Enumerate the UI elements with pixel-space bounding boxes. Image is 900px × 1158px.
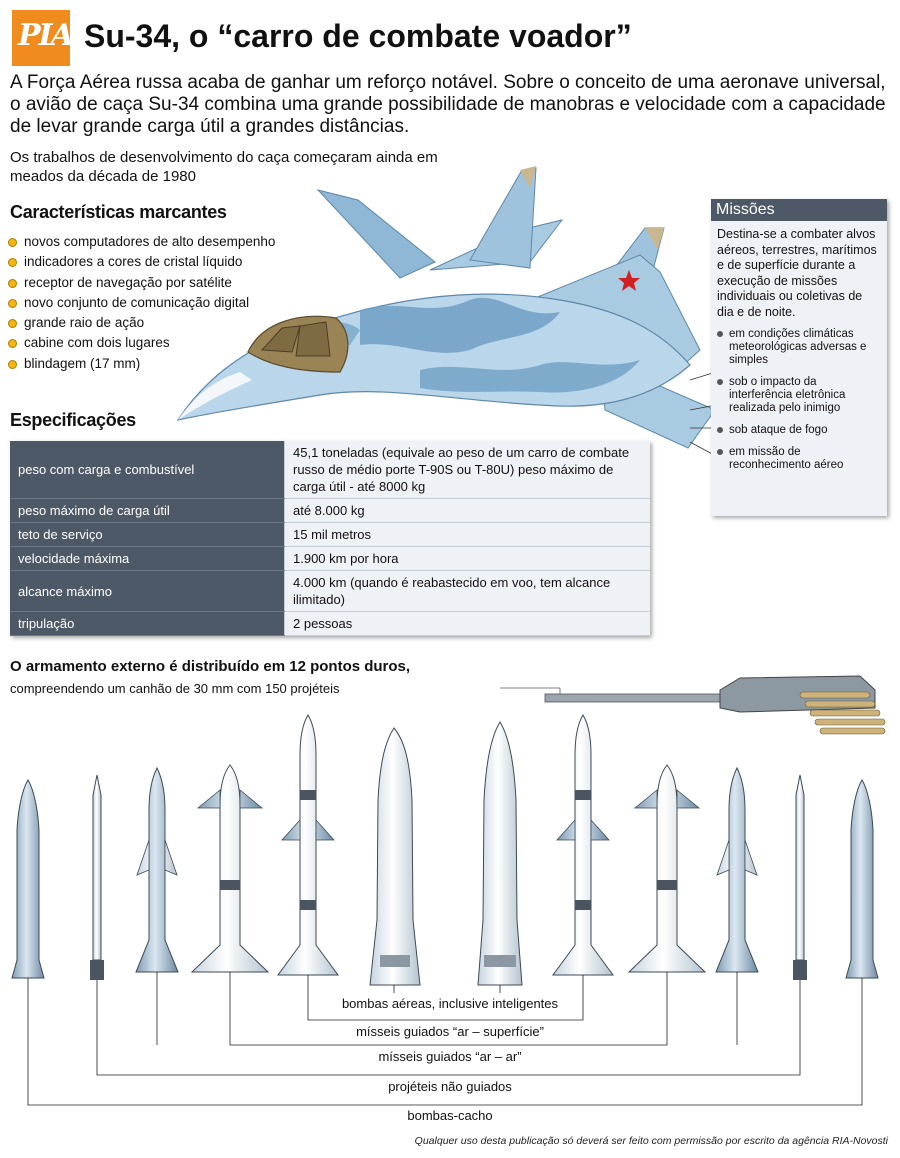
guided-missile-3 (553, 715, 613, 975)
logo-text: PIA (18, 18, 72, 53)
spec-label: peso com carga e combustível (10, 441, 285, 499)
spec-label: peso máximo de carga útil (10, 499, 285, 523)
footer-note: Qualquer uso desta publicação só deverá ser feito com permissão por escrito da agência RIA-Novosti (414, 1135, 888, 1147)
spec-value: até 8.000 kg (285, 499, 651, 523)
specs-table (10, 441, 650, 636)
bullet-icon (8, 299, 17, 308)
page-title: Su-34, o “carro de combate voador” (84, 18, 632, 54)
feature-item: blindagem (17 mm) (8, 354, 275, 374)
bullet-icon (8, 238, 17, 247)
spec-value: 2 pessoas (285, 612, 651, 636)
group-label-air-surface: mísseis guiados “ar – superfície” (356, 1024, 544, 1039)
air-to-air-missile-1 (136, 768, 178, 972)
missions-panel (711, 199, 887, 516)
table-row (10, 523, 650, 547)
features-heading: Características marcantes (10, 202, 227, 222)
spec-label: velocidade máxima (10, 547, 285, 571)
features-list (8, 232, 275, 374)
table-row (10, 547, 650, 571)
intro-paragraph: A Força Aérea russa acaba de ganhar um reforço notável. Sobre o conceito de uma aeronave universal, o avião de caça Su-34 combina uma grande possibilidade de manobras e velocidade com a capacidade de levar grande carga útil a grandes distâncias. (10, 72, 886, 137)
air-to-surface-missile-2 (629, 765, 705, 972)
bullet-icon (717, 427, 723, 433)
unguided-rocket-right (793, 775, 807, 980)
bullet-icon (8, 258, 17, 267)
air-to-surface-missile-1 (192, 765, 268, 972)
aerial-bomb-2 (478, 722, 522, 985)
bullet-icon (717, 331, 723, 337)
missions-list (711, 328, 887, 472)
missions-heading: Missões (711, 199, 887, 221)
air-to-air-missile-4 (716, 768, 758, 972)
feature-item: novo conjunto de comunicação digital (8, 293, 275, 313)
table-row (10, 441, 650, 499)
missions-intro: Destina-se a combater alvos aéreos, terrestres, marítimos e de superfície durante a execução de missões individuais ou coletivas de dia e de noite. (717, 227, 877, 319)
spec-label: tripulação (10, 612, 285, 636)
table-row (10, 571, 650, 612)
table-row (10, 612, 650, 636)
group-label-air-air: mísseis guiados “ar – ar” (378, 1049, 522, 1064)
weapons-row (12, 715, 878, 985)
specs-heading: Especificações (10, 410, 136, 430)
mission-item: em condições climáticas meteorológicas adversas e simples (717, 328, 881, 367)
feature-item: receptor de navegação por satélite (8, 273, 275, 293)
mission-item: sob o impacto da interferência eletrônica realizada pelo inimigo (717, 376, 881, 415)
group-label-bombs: bombas aéreas, inclusive inteligentes (341, 996, 559, 1011)
development-note: Os trabalhos de desenvolvimento do caça começaram ainda em meados da década de 1980 (10, 149, 438, 185)
feature-item: novos computadores de alto desempenho (8, 232, 275, 252)
feature-item: cabine com dois lugares (8, 333, 275, 353)
mission-item: sob ataque de fogo (717, 424, 881, 437)
bullet-icon (717, 449, 723, 455)
group-label-cluster: bombas-cacho (407, 1108, 493, 1123)
unguided-rocket-left (90, 775, 104, 980)
feature-item: grande raio de ação (8, 313, 275, 333)
bullet-icon (8, 360, 17, 369)
table-row (10, 499, 650, 523)
guided-missile-2 (278, 715, 338, 975)
armament-heading: O armamento externo é distribuído em 12 pontos duros, (10, 658, 411, 675)
group-label-unguided: projéteis não guiados (388, 1079, 512, 1094)
spec-value: 4.000 km (quando é reabastecido em voo, tem alcance ilimitado) (285, 571, 651, 612)
spec-value: 1.900 km por hora (285, 547, 651, 571)
bullet-icon (717, 379, 723, 385)
spec-value: 15 mil metros (285, 523, 651, 547)
bullet-icon (8, 339, 17, 348)
bullet-icon (8, 319, 17, 328)
bullet-icon (8, 279, 17, 288)
spec-value: 45,1 toneladas (equivale ao peso de um carro de combate russo de médio porte T-90S ou T-80U) peso máximo de carga útil - até 8000 kg (285, 441, 651, 499)
cannon-30mm (500, 676, 885, 734)
spec-label: alcance máximo (10, 571, 285, 612)
cluster-bomb-left (12, 780, 44, 978)
cluster-bomb-right (846, 780, 878, 978)
feature-item: indicadores a cores de cristal líquido (8, 252, 275, 272)
mission-item: em missão de reconhecimento aéreo (717, 446, 881, 472)
armament-subheading: compreendendo um canhão de 30 mm com 150 projéteis (10, 681, 340, 696)
spec-label: teto de serviço (10, 523, 285, 547)
aerial-bomb-1 (370, 728, 420, 985)
